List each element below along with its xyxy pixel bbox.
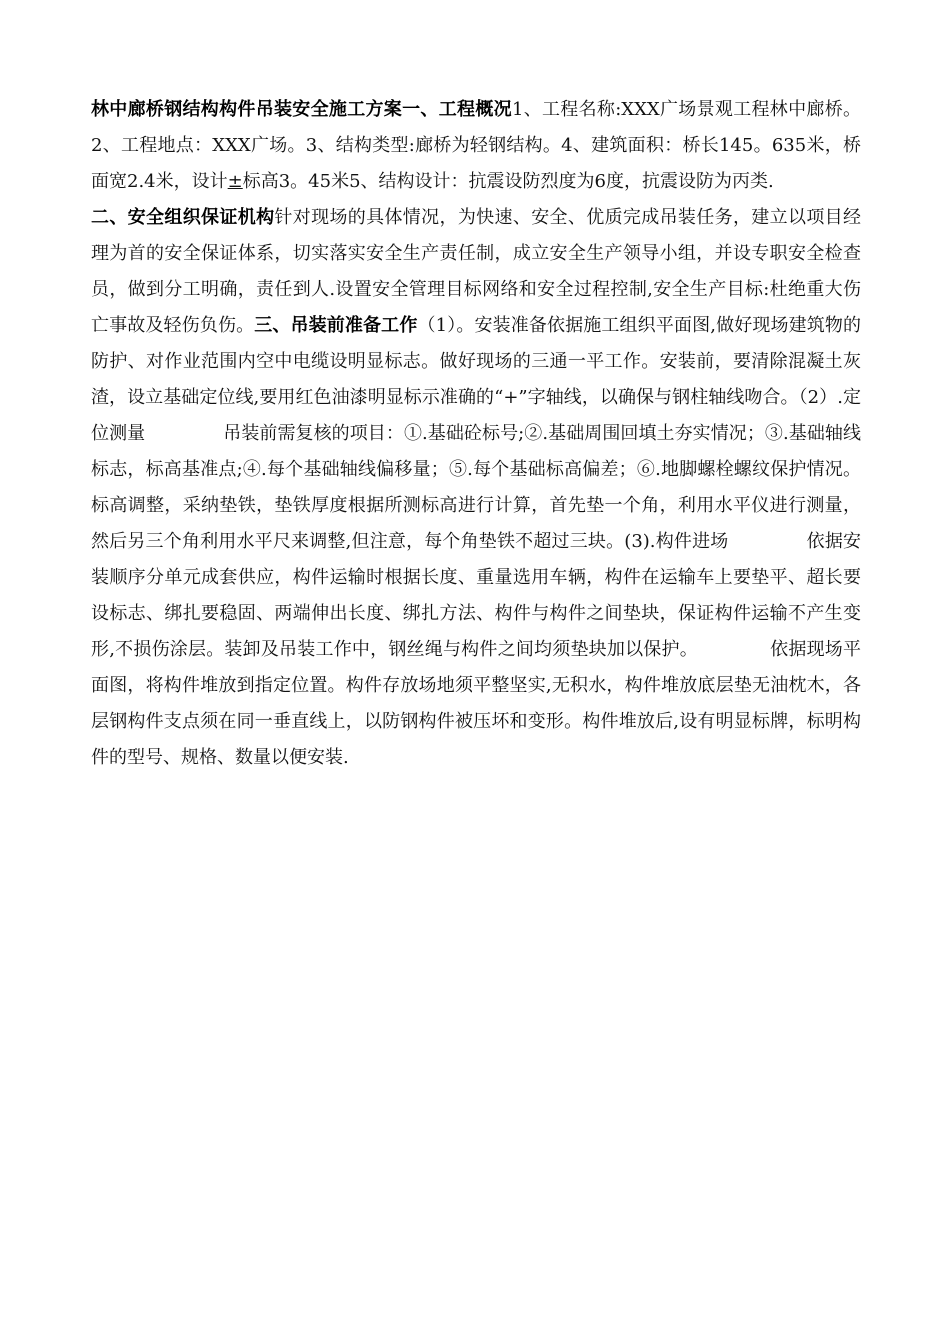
section1-text-plusminus: ± <box>227 171 243 192</box>
section3-heading: 三、吊装前准备工作 <box>254 315 418 336</box>
section2-heading: 二、安全组织保证机构 <box>91 207 275 228</box>
section3-text-4: 依据现场平面图，将构件堆放到指定位置。构件存放场地须平整坚实,无积水，构件堆放底层垫无油枕木，各层钢构件支点须在同一垂直线上，以防钢构件被压坏和变形。构件堆放后,设有明显标牌，标明构件的型号、规格、数量以便安装. <box>91 639 861 768</box>
document-body <box>91 92 861 776</box>
document-title: 林中廊桥钢结构构件吊装安全施工方案 <box>91 99 403 120</box>
section1-heading: 一、工程概况 <box>402 99 512 120</box>
section1-text-a: 1、工程名称:XXX广场景观工程林中廊桥。2、工程地点：XXX广场。3、结构类型:廊桥为轻钢结构。4、建筑面积：桥长145。635米，桥面宽2.4米，设计 <box>91 99 862 192</box>
section3-text-1: （1）。安装准备依据施工组织平面图,做好现场建筑物的防护、对作业范围内空中电缆设明显标志。做好现场的三通一平工作。安装前，要清除混凝土灰渣，设立基础定位线,要用红色油漆明显标示准确的“+”字轴线，以确保与钢柱轴线吻合。（2）.定位测量 <box>91 315 862 444</box>
paragraph-section2-3 <box>91 200 861 776</box>
section1-text-b: 标高3。45米5、结构设计：抗震设防烈度为6度，抗震设防为丙类. <box>242 171 774 192</box>
section2-text: 针对现场的具体情况，为快速、安全、优质完成吊装任务，建立以项目经理为首的安全保证体系，切实落实安全生产责任制，成立安全生产领导小组，并设专职安全检查员，做到分工明确，责任到人.设置安全管理目标网络和安全过程控制,安全生产目标:杜绝重大伤亡事故及轻伤负伤。 <box>91 207 862 336</box>
section3-text-3: 依据安装顺序分单元成套供应，构件运输时根据长度、重量选用车辆，构件在运输车上要垫平、超长要设标志、绑扎要稳固、两端伸出长度、绑扎方法、构件与构件之间垫块，保证构件运输不产生变形,不损伤涂层。装卸及吊装工作中，钢丝绳与构件之间均须垫块加以保护。 <box>91 531 862 660</box>
paragraph-section1 <box>91 92 861 200</box>
section3-text-2: 吊装前需复核的项目：①.基础砼标号;②.基础周围回填土夯实情况；③.基础轴线标志，标高基准点;④.每个基础轴线偏移量；⑤.每个基础标高偏差；⑥.地脚螺栓螺纹保护情况。标高调整，采纳垫铁，垫铁厚度根据所测标高进行计算，首先垫一个角，利用水平仪进行测量，然后另三个角利用水平尺来调整,但注意，每个角垫铁不超过三块。(3).构件进场 <box>91 423 861 552</box>
